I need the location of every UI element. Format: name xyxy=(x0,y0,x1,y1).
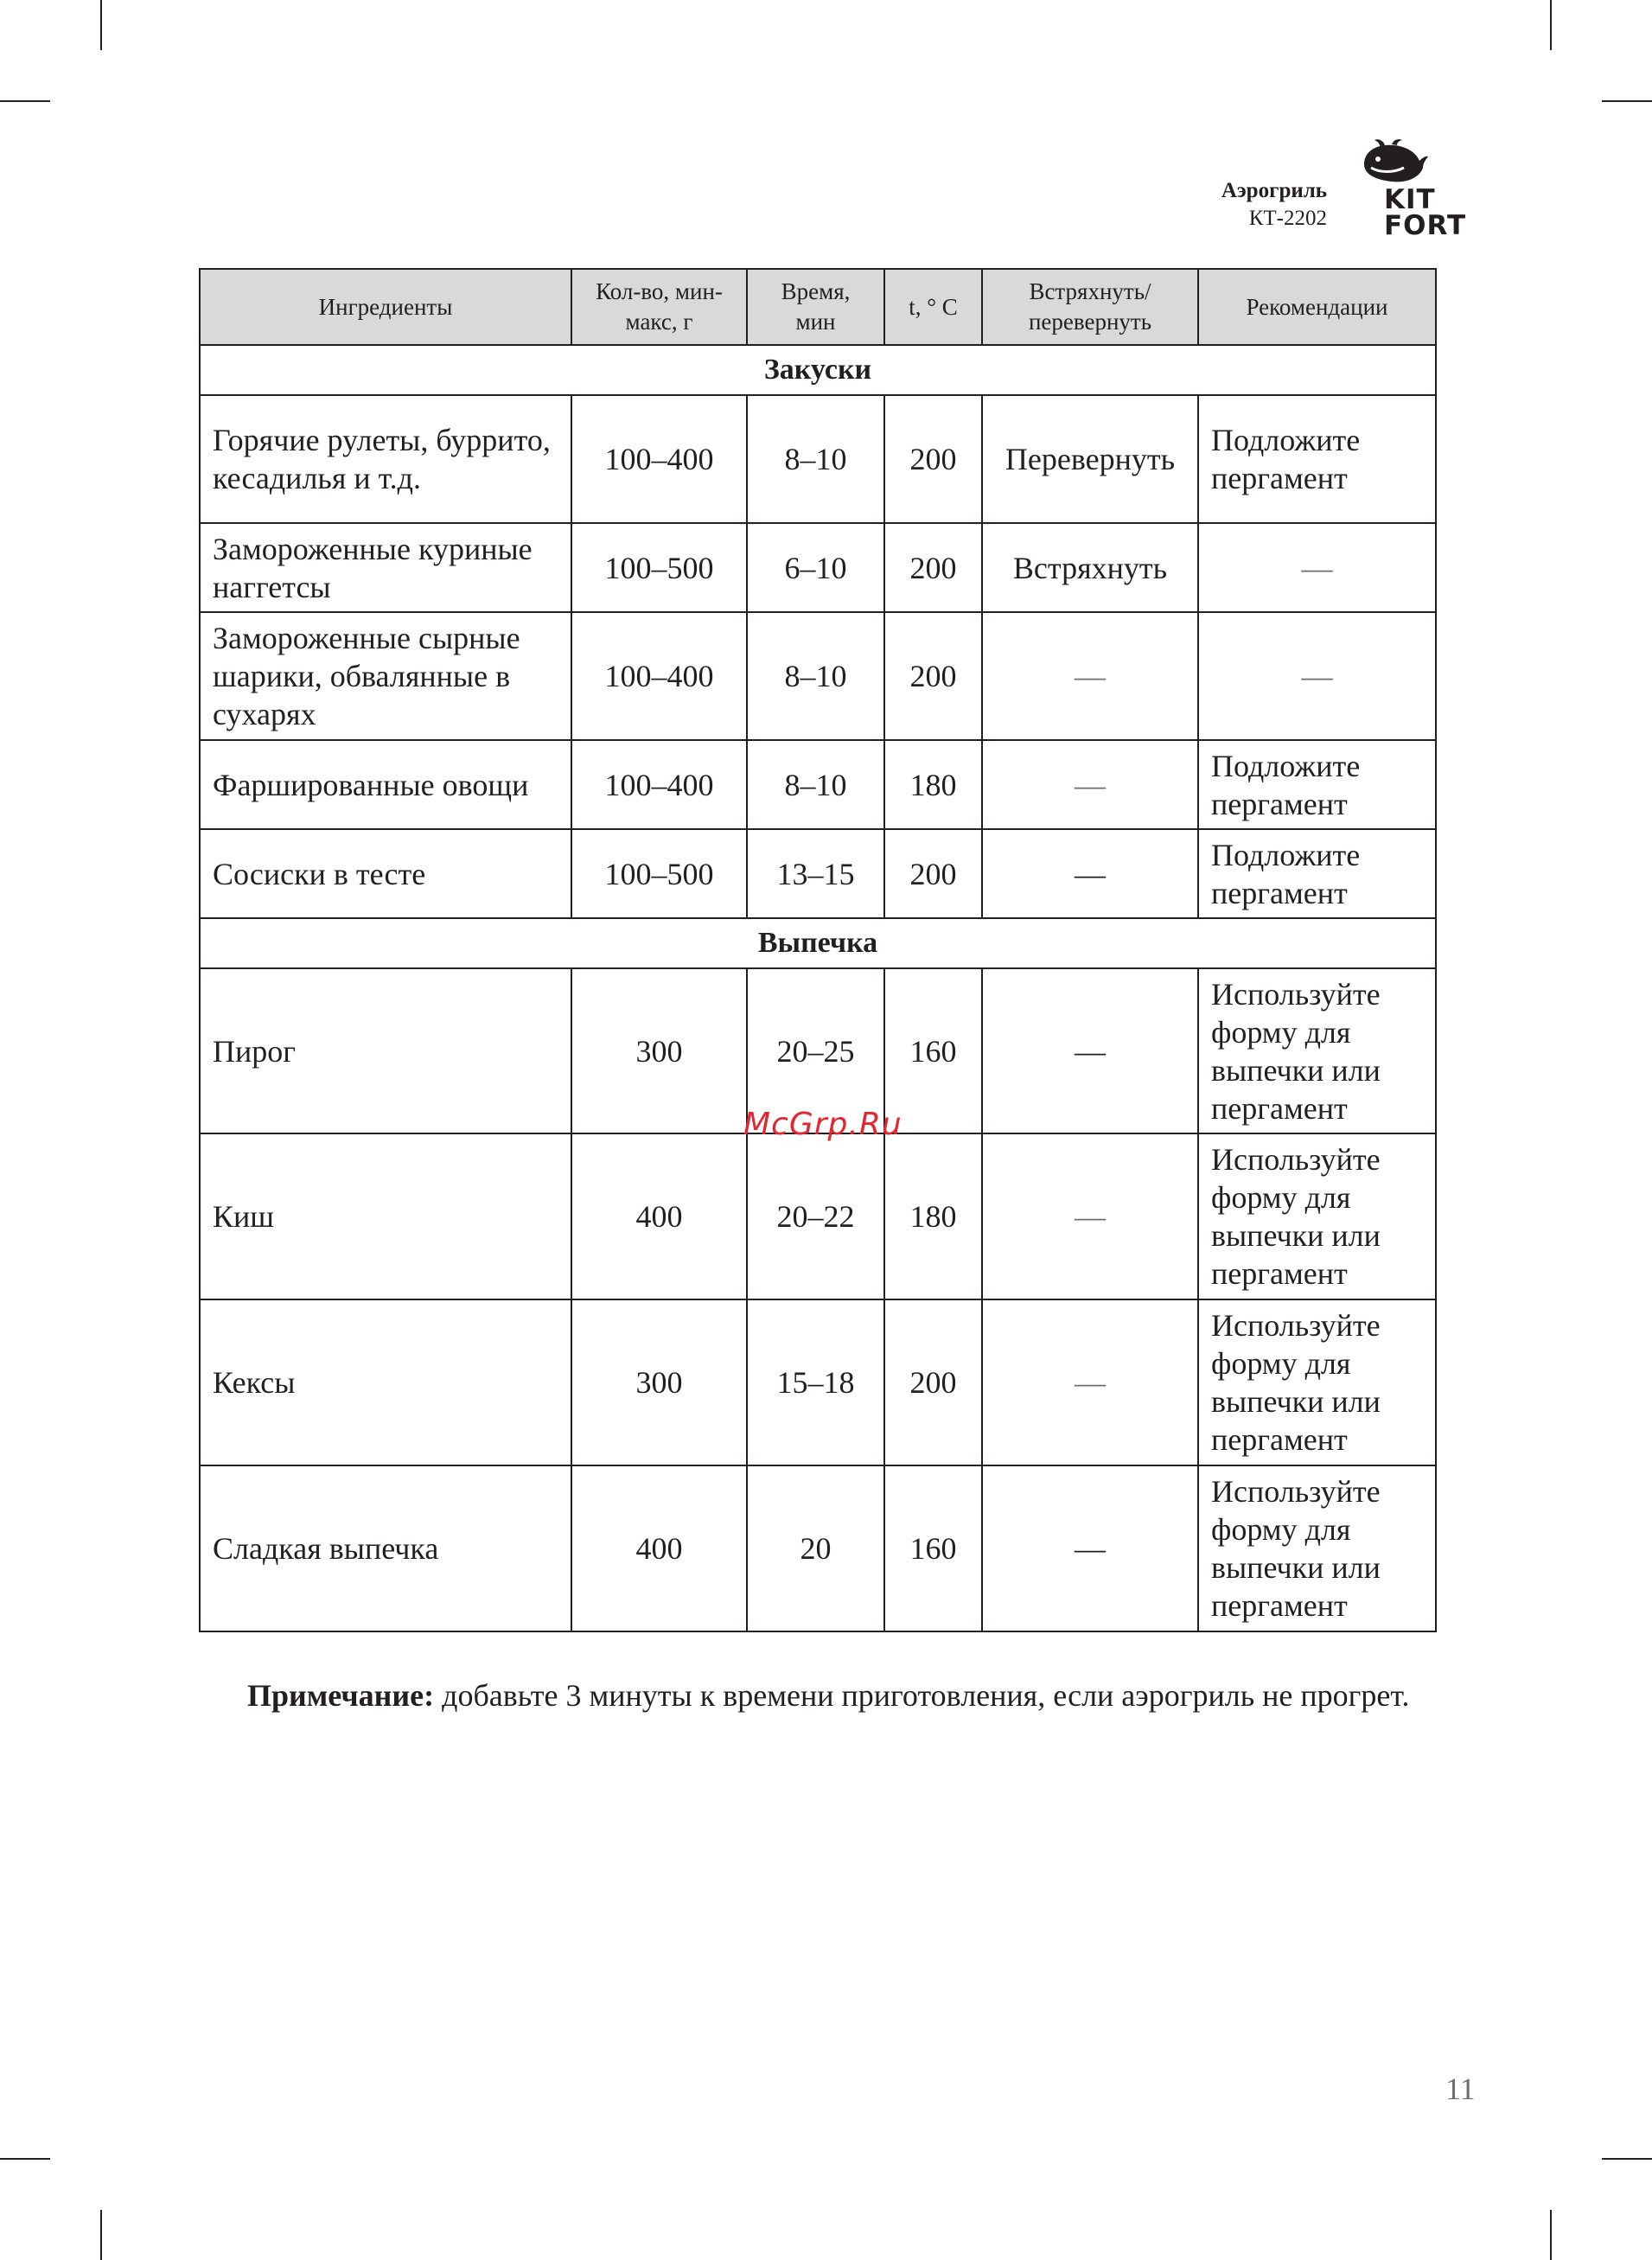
logo-text-kit: KIT xyxy=(1384,184,1436,215)
cell-ingredient: Киш xyxy=(200,1133,571,1299)
note-text: добавьте 3 минуты к времени приготовления, если аэрогриль не прогрет. xyxy=(434,1678,1410,1713)
cell-quantity: 300 xyxy=(571,968,747,1133)
note-label: Примечание: xyxy=(247,1678,435,1713)
cell-shake-flip: — xyxy=(982,1299,1198,1465)
cell-ingredient: Сладкая выпечка xyxy=(200,1465,571,1631)
cell-shake-flip: — xyxy=(982,1133,1198,1299)
cell-temperature: 200 xyxy=(884,395,982,523)
cell-time: 8–10 xyxy=(747,612,884,740)
page-number: 11 xyxy=(1445,2072,1476,2106)
section-title: Выпечка xyxy=(200,918,1436,968)
cell-time: 8–10 xyxy=(747,740,884,829)
whale-icon xyxy=(1359,138,1428,187)
cell-shake-flip: — xyxy=(982,1465,1198,1631)
cell-shake-flip: — xyxy=(982,740,1198,829)
cell-ingredient: Сосиски в тесте xyxy=(200,829,571,918)
brand-wordmark xyxy=(1384,184,1467,241)
table-row xyxy=(200,1299,1436,1465)
cell-ingredient: Замороженные сырные шарики, обвалянные в сухарях xyxy=(200,612,571,740)
header-time: Время, мин xyxy=(747,269,884,345)
cell-temperature: 200 xyxy=(884,829,982,918)
table-row xyxy=(200,740,1436,829)
crop-mark xyxy=(1550,0,1552,50)
product-name: Аэрогриль xyxy=(1221,179,1327,202)
header-ingredients: Ингредиенты xyxy=(200,269,571,345)
cell-ingredient: Пирог xyxy=(200,968,571,1133)
cell-recommendation: — xyxy=(1198,523,1436,612)
cell-temperature: 200 xyxy=(884,523,982,612)
table-row xyxy=(200,395,1436,523)
cell-quantity: 100–500 xyxy=(571,829,747,918)
cell-shake-flip: — xyxy=(982,612,1198,740)
cell-quantity: 100–500 xyxy=(571,523,747,612)
watermark: McGrp.Ru xyxy=(743,1107,903,1142)
page-header xyxy=(1124,177,1327,233)
crop-mark xyxy=(1602,2158,1652,2160)
header-temperature: t, ° C xyxy=(884,269,982,345)
cell-quantity: 300 xyxy=(571,1299,747,1465)
section-title: Закуски xyxy=(200,345,1436,395)
header-quantity: Кол-во, мин-макс, г xyxy=(571,269,747,345)
cell-quantity: 400 xyxy=(571,1133,747,1299)
cell-temperature: 160 xyxy=(884,1465,982,1631)
cell-temperature: 160 xyxy=(884,968,982,1133)
table-row xyxy=(200,1133,1436,1299)
cell-time: 15–18 xyxy=(747,1299,884,1465)
crop-mark xyxy=(1602,100,1652,102)
table-header-row xyxy=(200,269,1436,345)
cell-quantity: 100–400 xyxy=(571,612,747,740)
header-recommendations: Рекомендации xyxy=(1198,269,1436,345)
table-row xyxy=(200,829,1436,918)
header-shake-flip: Встряхнуть/ перевернуть xyxy=(982,269,1198,345)
logo-text-fort: FORT xyxy=(1384,210,1467,241)
section-row xyxy=(200,345,1436,395)
table-row xyxy=(200,612,1436,740)
cell-shake-flip: Встряхнуть xyxy=(982,523,1198,612)
cell-quantity: 100–400 xyxy=(571,395,747,523)
model-number: КТ-2202 xyxy=(1248,207,1327,230)
crop-mark xyxy=(0,2158,50,2160)
crop-mark xyxy=(100,0,102,50)
cell-ingredient: Фаршированные овощи xyxy=(200,740,571,829)
table-row xyxy=(200,523,1436,612)
cell-recommendation: — xyxy=(1198,612,1436,740)
cell-recommendation: Используйте форму для выпечки или пергамент xyxy=(1198,1133,1436,1299)
cell-recommendation: Используйте форму для выпечки или пергамент xyxy=(1198,968,1436,1133)
cell-shake-flip: — xyxy=(982,829,1198,918)
cooking-table xyxy=(199,268,1437,1632)
cell-temperature: 180 xyxy=(884,740,982,829)
cell-time: 20–22 xyxy=(747,1133,884,1299)
crop-mark xyxy=(0,100,50,102)
table-row xyxy=(200,1465,1436,1631)
cell-ingredient: Горячие рулеты, буррито, кесадилья и т.д. xyxy=(200,395,571,523)
cell-recommendation: Подложите пергамент xyxy=(1198,740,1436,829)
brand-logo xyxy=(1349,138,1470,246)
cell-time: 8–10 xyxy=(747,395,884,523)
cell-recommendation: Подложите пергамент xyxy=(1198,829,1436,918)
note-paragraph xyxy=(199,1676,1444,1715)
cell-recommendation: Используйте форму для выпечки или пергамент xyxy=(1198,1299,1436,1465)
cell-shake-flip: — xyxy=(982,968,1198,1133)
cell-time: 20 xyxy=(747,1465,884,1631)
crop-mark xyxy=(100,2210,102,2260)
cell-quantity: 100–400 xyxy=(571,740,747,829)
cell-recommendation: Используйте форму для выпечки или пергамент xyxy=(1198,1465,1436,1631)
cell-quantity: 400 xyxy=(571,1465,747,1631)
cell-recommendation: Подложите пергамент xyxy=(1198,395,1436,523)
cell-temperature: 200 xyxy=(884,1299,982,1465)
cell-temperature: 180 xyxy=(884,1133,982,1299)
cell-ingredient: Замороженные куриные наггетсы xyxy=(200,523,571,612)
cell-time: 13–15 xyxy=(747,829,884,918)
crop-mark xyxy=(1550,2210,1552,2260)
section-row xyxy=(200,918,1436,968)
cell-ingredient: Кексы xyxy=(200,1299,571,1465)
cell-temperature: 200 xyxy=(884,612,982,740)
cell-time: 6–10 xyxy=(747,523,884,612)
cell-time: 20–25 xyxy=(747,968,884,1133)
cell-shake-flip: Перевернуть xyxy=(982,395,1198,523)
